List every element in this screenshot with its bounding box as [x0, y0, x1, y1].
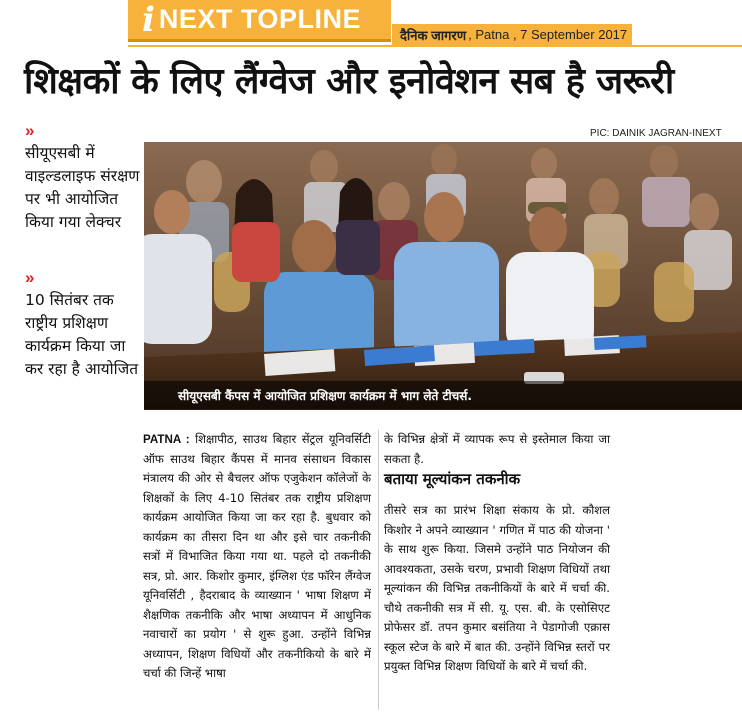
- dateline-bar: [392, 24, 632, 45]
- article-body-2-top: के विभिन्न क्षेत्रों में व्यापक रूप से इस्तेमाल किया जा सकता है.: [384, 432, 610, 466]
- chevron-icon: »: [25, 268, 35, 287]
- photo-caption: सीयूएसबी कैंपस में आयोजित प्रशिक्षण कार्यक्रम में भाग लेते टीचर्स.: [178, 389, 472, 403]
- article-body-1: शिक्षापीठ, साउथ बिहार सेंट्रल यूनिवर्सिटी ऑफ साउथ बिहार कैंपस में मानव संसाधन विकास मंत्रालय की ओर से बैचलर ऑफ एजुकेशन कॉलेजों के शिक्षकों के लिए 4-10 सितंबर तक राष्ट्रीय प्रशिक्षण कार्यक्रम आयोजित किया जा कर रहा है. बुधवार को कार्यक्रम का तीसरा दिन था और इसे चार तकनीकी सत्रों में विभाजित किया गया था. पहले दो तकनीकी सत्र, प्रो. आर. किशोर कुमार, इंग्लिश एंड फॉरेन लैंग्वेज यूनिवर्सिटी , हैदराबाद के व्याख्यान ' भाषा शिक्षण में शैक्षणिक तकनीकि और भाषा अध्यापन में आधुनिक नवाचारों का प्रयोग ' से शुरू हुआ. उन्होंने विभिन्न अध्यापन, शिक्षण विधियों और तकनीकियो के बारे में चर्चा की जिन्हें भाषा: [143, 432, 371, 680]
- article-subheading: बताया मूल्यांकन तकनीक: [384, 470, 521, 488]
- photo-credit: PIC: DAINIK JAGRAN-INEXT: [590, 128, 722, 139]
- dateline-text: , Patna , 7 September 2017: [468, 27, 628, 42]
- article-dateline: PATNA :: [143, 433, 190, 446]
- news-photo-illustration: [144, 142, 742, 410]
- masthead-brand-text: NEXT TOPLINE: [158, 4, 361, 34]
- chevron-icon: »: [25, 121, 35, 140]
- header-rule: [128, 45, 742, 47]
- masthead-brand-i: i: [142, 0, 155, 40]
- article-body-2: तीसरे सत्र का प्रारंभ शिक्षा संकाय के प्रो. कौशल किशोर ने अपने व्याख्यान ' गणित में पाठ की योजना ' के साथ शुरू किया. जिसमे उन्होंने पाठ नियोजन की आवश्यकता, उसके चरण, प्रभावी शिक्षण विधियों तथा मूल्यांकन की विभिन्न तकनीकियों के बारे में चर्चा की. चौथे तकनीकी सत्र में सी. यू. एस. बी. के एसोसिएट प्रोफेसर डॉ. तपन कुमार बसंतिया ने पेडागोजी एक्रास स्कूल स्टेज के बारे में बात की. उन्होंने विभिन्न स्तरों पर प्रयुक्त विभिन्न शिक्षण विधियों के बारे में चर्चा की.: [384, 503, 610, 673]
- article-column-1: [143, 430, 371, 684]
- headline: शिक्षकों के लिए लैंग्वेज और इनोवेशन सब है जरूरी: [24, 61, 674, 102]
- sidebar-point-1: सीयूएसबी में वाइल्डलाइफ संरक्षण पर भी आयोजित किया गया लेक्चर: [25, 144, 140, 231]
- column-divider: [378, 430, 379, 710]
- sidebar-point-2: 10 सितंबर तक राष्ट्रीय प्रशिक्षण कार्यक्रम किया जा कर रहा है आयोजित: [25, 291, 139, 378]
- news-photo: [144, 142, 742, 410]
- masthead-logo: [128, 0, 391, 42]
- dateline-paper: दैनिक जागरण: [400, 27, 467, 43]
